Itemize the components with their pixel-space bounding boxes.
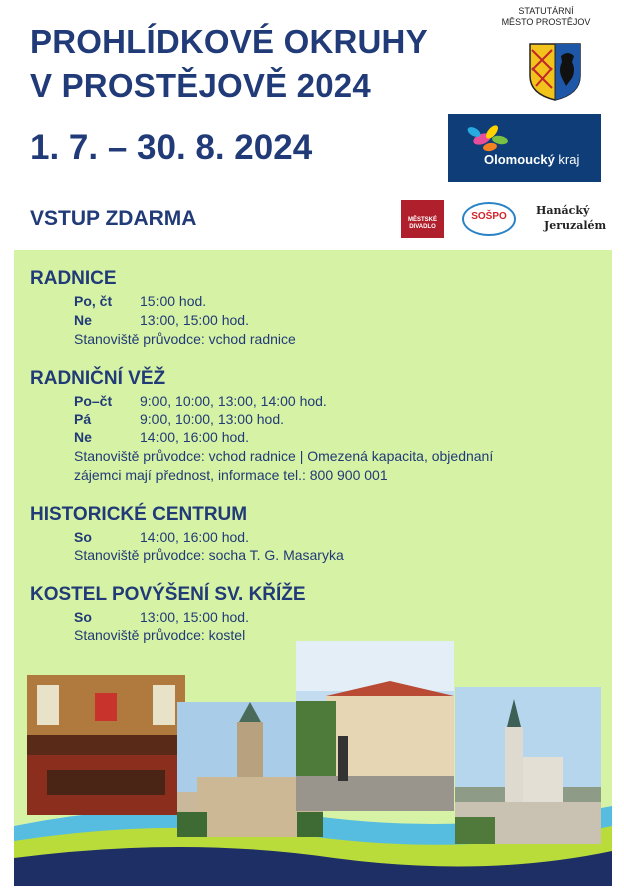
section-title-church: KOSTEL POVÝŠENÍ SV. KŘÍŽE	[30, 584, 306, 605]
photo-council-hall	[27, 675, 185, 815]
region-name: Olomoucký kraj	[484, 152, 580, 167]
page-title	[30, 20, 428, 108]
date-range: 1. 7. – 30. 8. 2024	[30, 128, 313, 167]
guide-location-note: Stanoviště průvodce: socha T. G. Masaryka	[74, 547, 344, 563]
photo-holy-cross-church	[455, 687, 601, 844]
schedule-row: Pá 9:00, 10:00, 13:00 hod.	[74, 411, 285, 427]
hanacky-jeruzalem-logo: Hanácký Jeruzalém	[536, 204, 607, 232]
schedule-row: Ne 14:00, 16:00 hod.	[74, 429, 249, 445]
title-line-2: V PROSTĚJOVĚ 2024	[30, 67, 371, 104]
city-line-2: MĚSTO PROSTĚJOV	[501, 17, 591, 27]
guide-location-note: Stanoviště průvodce: vchod radnice	[74, 331, 296, 347]
schedule-row: Po, čt 15:00 hod.	[74, 293, 207, 309]
guide-location-note: Stanoviště průvodce: vchod radnice | Omezená kapacita, objednaní zájemci mají přednost, informace tel.: 800 900 001	[74, 448, 494, 483]
region-logo	[448, 114, 601, 182]
city-logo-text	[496, 6, 596, 28]
free-entry-label: VSTUP ZDARMA	[30, 207, 197, 230]
city-line-1: STATUTÁRNÍ	[518, 6, 574, 16]
schedule-row: So 13:00, 15:00 hod.	[74, 609, 249, 625]
region-flower-icon	[456, 122, 516, 156]
title-line-1: PROHLÍDKOVÉ OKRUHY	[30, 23, 428, 60]
guide-location-note: Stanoviště průvodce: kostel	[74, 627, 246, 643]
theatre-logo: MĚSTSKÉ DIVADLO	[401, 200, 444, 238]
section-title-radnice: RADNICE	[30, 268, 117, 289]
schedule-panel	[14, 250, 612, 886]
schedule-row: Ne 13:00, 15:00 hod.	[74, 312, 249, 328]
section-title-historic-centre: HISTORICKÉ CENTRUM	[30, 504, 248, 525]
section-title-tower: RADNIČNÍ VĚŽ	[30, 368, 166, 389]
photo-masaryk-square	[296, 641, 454, 811]
schedule-row: So 14:00, 16:00 hod.	[74, 529, 249, 545]
schedule-row: Po–čt 9:00, 10:00, 13:00, 14:00 hod.	[74, 393, 327, 409]
school-logo: SOŠPO	[462, 202, 516, 236]
city-crest-icon	[528, 42, 582, 102]
